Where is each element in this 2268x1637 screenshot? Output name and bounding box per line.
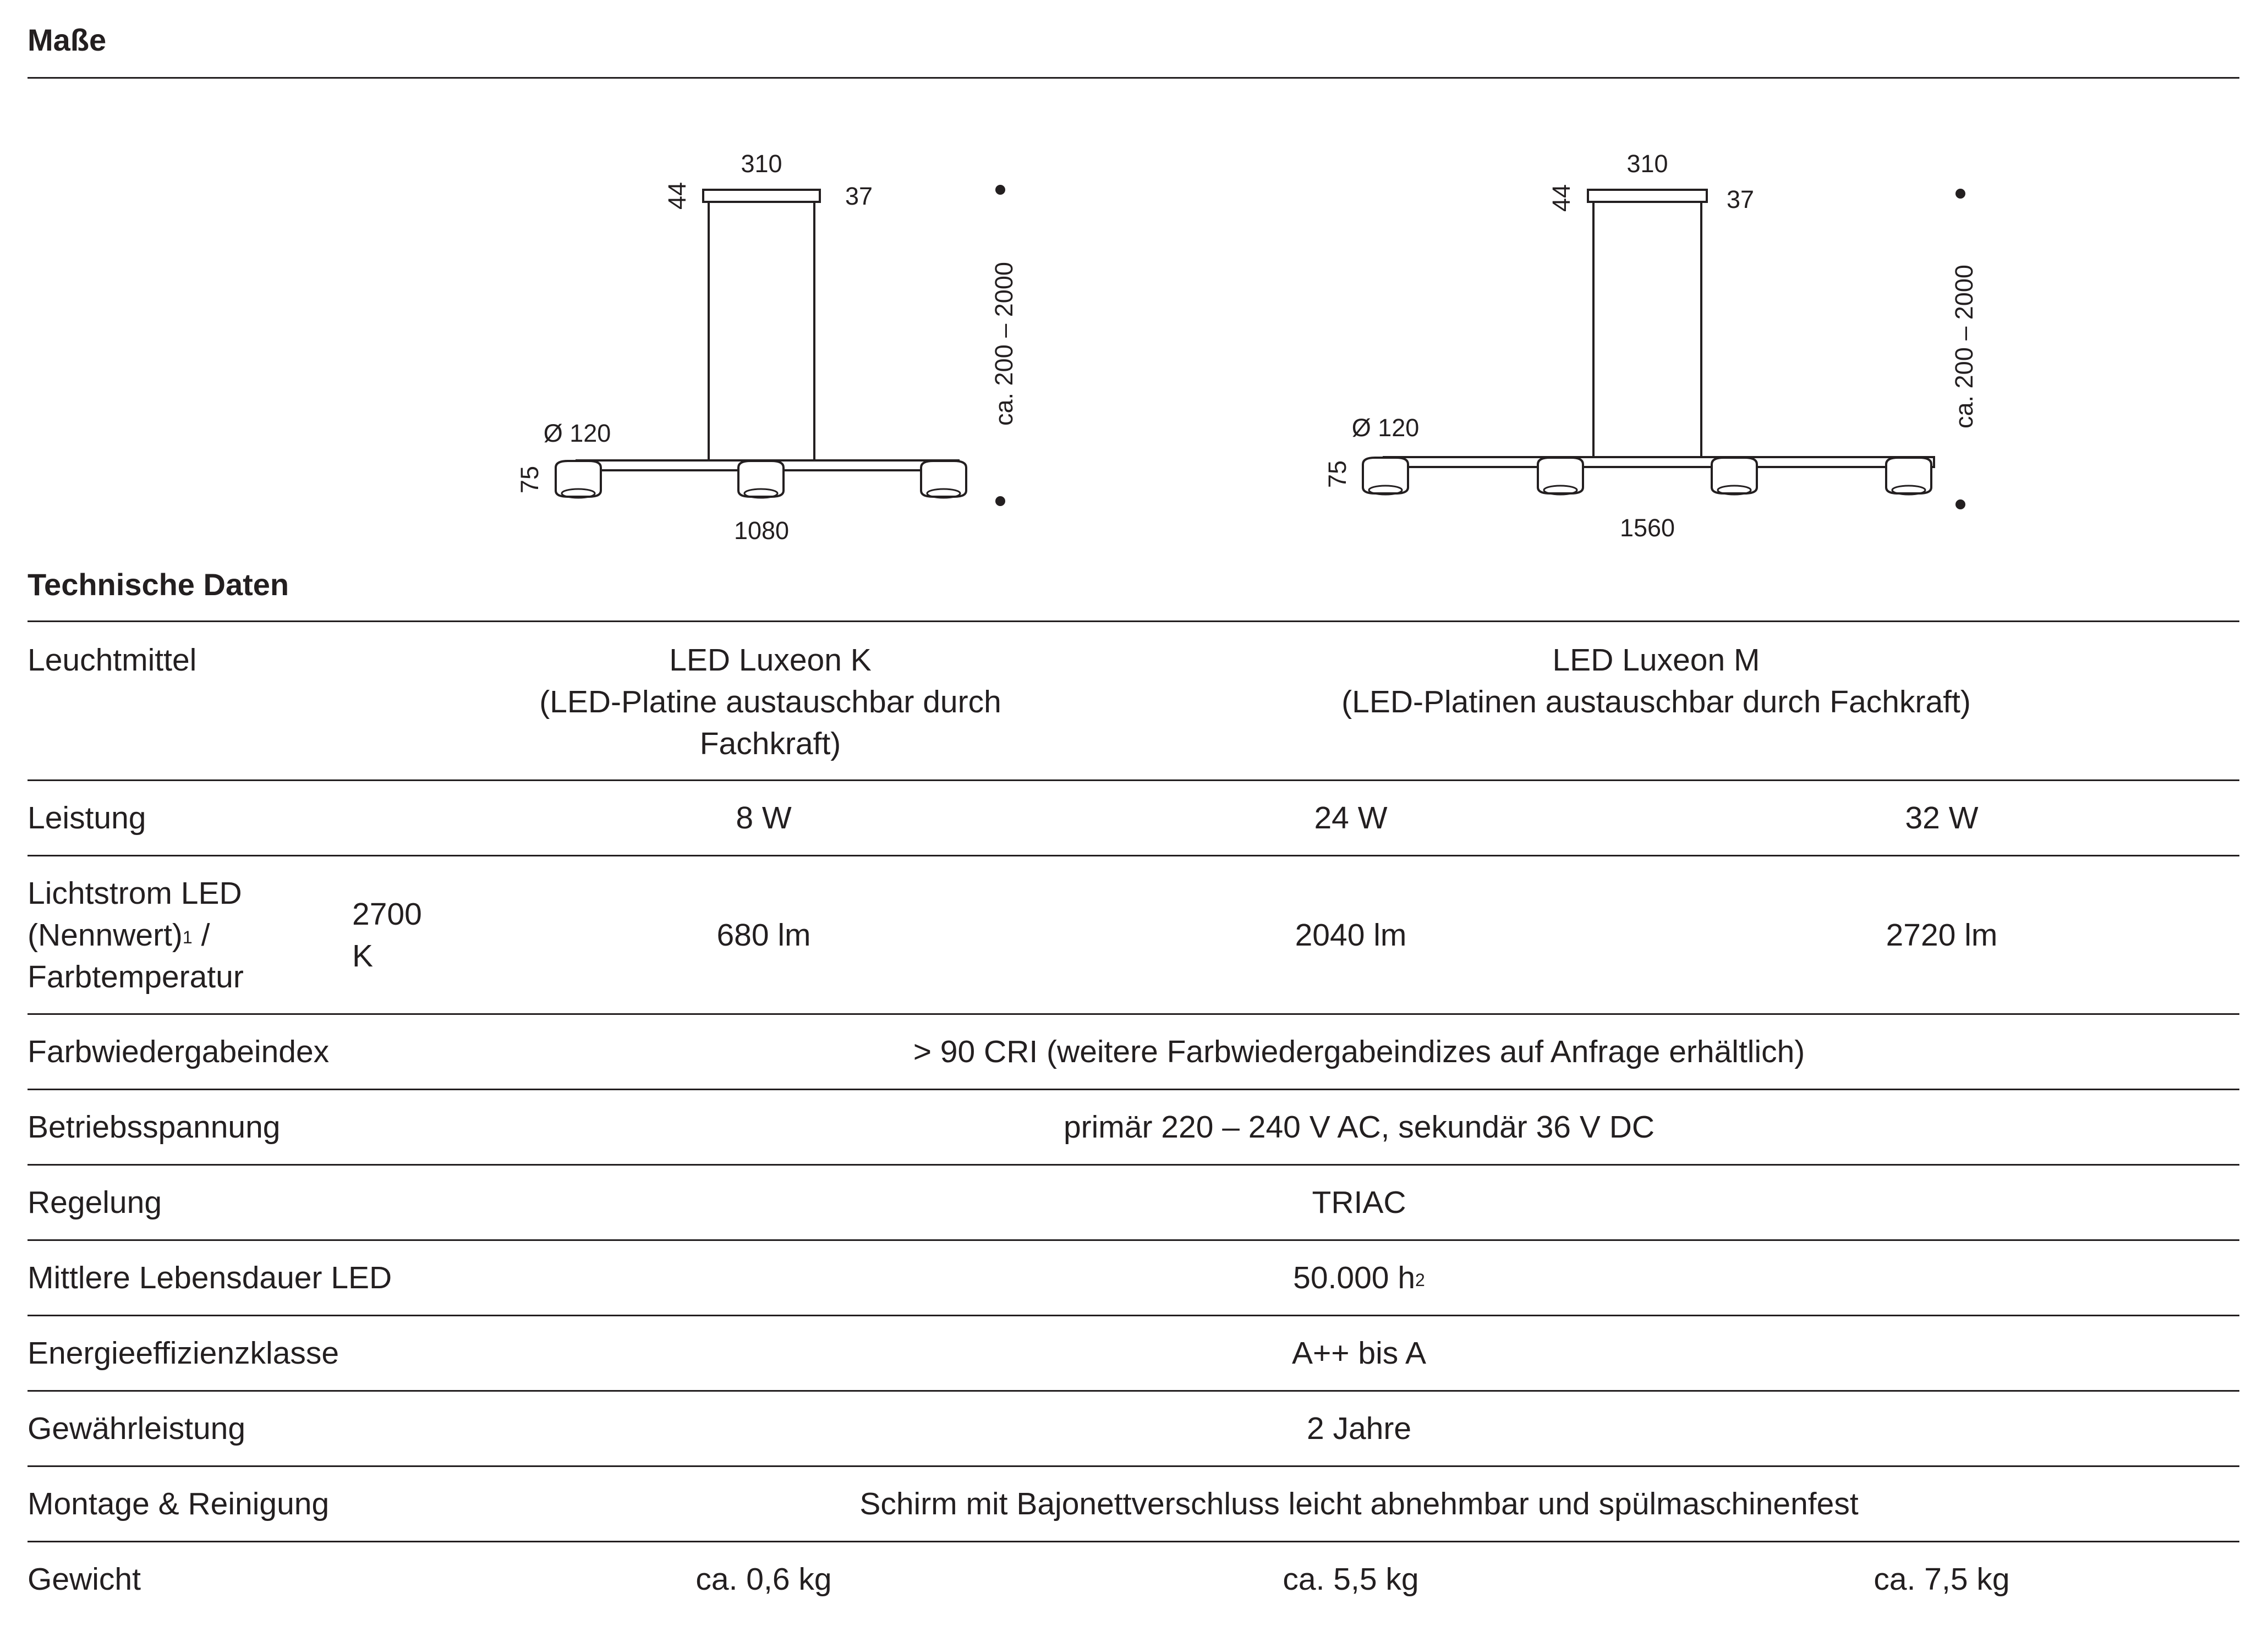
canopy-depth-label: 37 <box>845 182 873 210</box>
dimension-drawing-large <box>1363 189 1965 509</box>
row-label-lichtstrom <box>28 872 244 998</box>
leistung-value: 8 W <box>736 800 792 836</box>
canopy <box>1588 190 1707 202</box>
divider <box>28 1465 2239 1467</box>
length-label: 1560 <box>1619 514 1675 542</box>
leuchtmittel-k-line: LED Luxeon K <box>669 642 872 678</box>
diameter-label: Ø 120 <box>1351 414 1420 442</box>
color-temperature-unit: K <box>352 938 374 974</box>
technical-data-title: Technische Daten <box>28 567 289 602</box>
lichtstrom-value: 680 lm <box>716 918 811 953</box>
dimension-labels-large <box>1323 150 1978 542</box>
row-label-leuchtmittel: Leuchtmittel <box>28 642 197 678</box>
regelung-value: TRIAC <box>1312 1185 1406 1220</box>
leuchtmittel-m-line: LED Luxeon M <box>1552 642 1760 678</box>
farbwiedergabeindex-value: > 90 CRI (weitere Farbwiedergabeindizes auf Anfrage erhältlich) <box>913 1034 1805 1069</box>
divider <box>28 1541 2239 1542</box>
color-temperature <box>352 893 422 977</box>
dimension-drawing-small <box>556 185 1005 506</box>
divider <box>28 1013 2239 1015</box>
divider <box>28 1164 2239 1166</box>
row-label-energieeffizienzklasse: Energieeffizienzklasse <box>28 1336 339 1371</box>
lichtstrom-value: 2720 lm <box>1886 918 1998 953</box>
canopy <box>703 190 820 202</box>
row-label-montage: Montage & Reinigung <box>28 1486 330 1521</box>
leuchtmittel-m-line: (LED-Platinen austauschbar durch Fachkraft) <box>1341 684 1971 719</box>
head-height-label: 75 <box>1323 460 1351 488</box>
row-label-text: (Nennwert) <box>28 918 183 953</box>
canopy-height-label: 44 <box>663 182 691 210</box>
betriebsspannung-value: primär 220 – 240 V AC, sekundär 36 V DC <box>1063 1109 1655 1145</box>
divider <box>28 779 2239 781</box>
montage-value: Schirm mit Bajonettverschluss leicht abnehmbar und spülmaschinenfest <box>859 1486 1859 1521</box>
canopy-height-label: 44 <box>1547 184 1575 212</box>
head-height-label: 75 <box>516 465 544 494</box>
height-marker-bottom <box>995 496 1005 506</box>
lichtstrom-value: 2040 lm <box>1295 918 1407 953</box>
divider <box>28 1390 2239 1392</box>
divider <box>28 620 2239 622</box>
energieeffizienzklasse-value: A++ bis A <box>1291 1336 1426 1371</box>
footnote-marker: 1 <box>182 927 193 947</box>
row-label-line: Farbtemperatur <box>28 959 244 995</box>
leistung-value: 24 W <box>1314 800 1388 836</box>
dimension-drawings <box>0 0 2268 572</box>
color-temperature-value: 2700 <box>352 897 422 932</box>
canopy-depth-label: 37 <box>1727 185 1755 213</box>
row-label-gewicht: Gewicht <box>28 1562 141 1597</box>
divider <box>28 1239 2239 1241</box>
row-label-slash: / <box>201 918 210 953</box>
gewicht-value: ca. 7,5 kg <box>1873 1562 2010 1597</box>
row-label-regelung: Regelung <box>28 1185 162 1220</box>
row-label-line: Lichtstrom LED <box>28 876 242 911</box>
lebensdauer-text: 50.000 h <box>1293 1260 1416 1295</box>
height-marker-top <box>1955 189 1965 199</box>
row-label-farbwiedergabeindex: Farbwiedergabeindex <box>28 1034 330 1069</box>
dimensions-title: Maße <box>28 23 107 57</box>
leuchtmittel-k-line: Fachkraft) <box>699 726 841 761</box>
leistung-value: 32 W <box>1905 800 1979 836</box>
row-label-leistung: Leistung <box>28 800 146 836</box>
height-marker-bottom <box>1955 499 1965 509</box>
footnote-marker: 2 <box>1415 1270 1425 1290</box>
row-label-gewaehrleistung: Gewährleistung <box>28 1411 246 1446</box>
row-label-betriebsspannung: Betriebsspannung <box>28 1109 281 1145</box>
gewicht-value: ca. 5,5 kg <box>1283 1562 1419 1597</box>
gewicht-value: ca. 0,6 kg <box>695 1562 832 1597</box>
leuchtmittel-m <box>1210 639 2102 723</box>
leuchtmittel-k <box>495 639 1045 765</box>
lebensdauer-value <box>550 1257 2168 1299</box>
divider <box>28 1089 2239 1090</box>
length-label: 1080 <box>733 517 790 545</box>
cable-length-label: ca. 200 – 2000 <box>990 262 1018 426</box>
height-marker-top <box>995 185 1005 195</box>
divider <box>28 855 2239 856</box>
canopy-width-label: 310 <box>741 150 782 178</box>
row-label-lebensdauer: Mittlere Lebensdauer LED <box>28 1260 392 1295</box>
cable-length-label: ca. 200 – 2000 <box>1950 265 1978 429</box>
gewaehrleistung-value: 2 Jahre <box>1306 1411 1412 1446</box>
diameter-label: Ø 120 <box>543 419 611 447</box>
row-label-line <box>28 914 244 956</box>
light-bar <box>1384 457 1934 467</box>
leuchtmittel-k-line: (LED-Platine austauschbar durch <box>539 684 1001 719</box>
divider <box>28 1315 2239 1316</box>
canopy-width-label: 310 <box>1626 150 1668 178</box>
